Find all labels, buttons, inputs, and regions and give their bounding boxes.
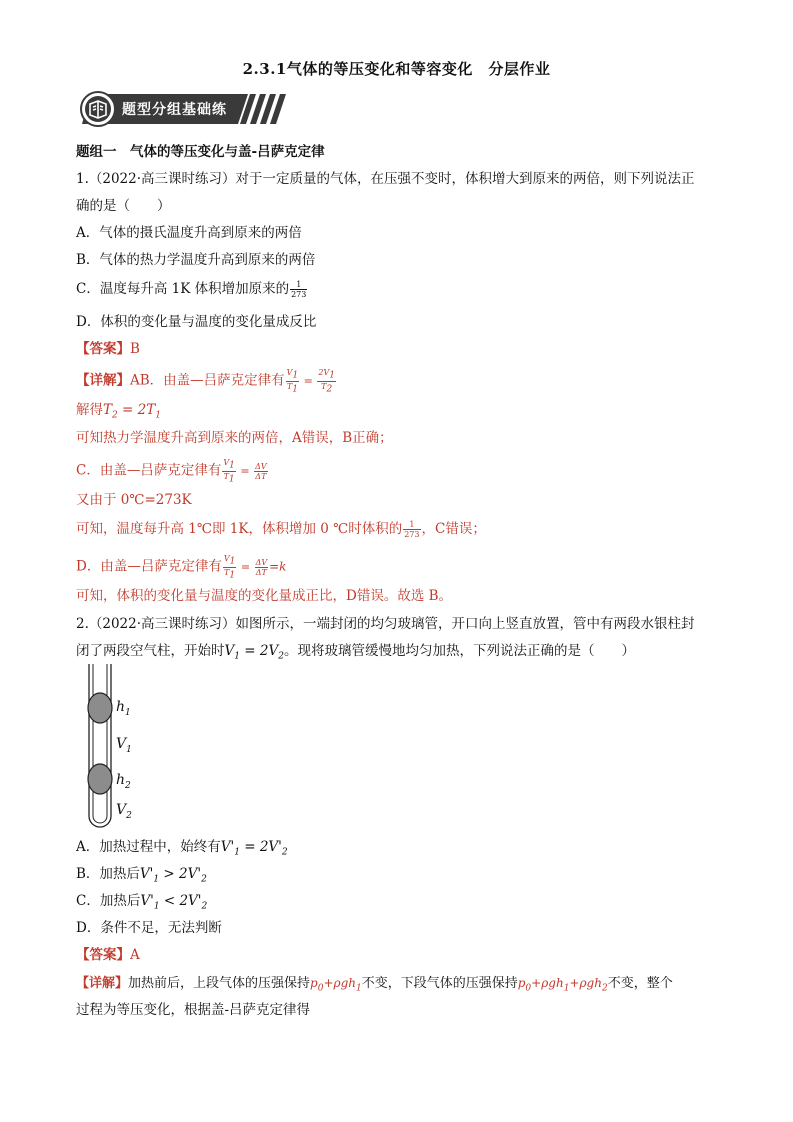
mercury-column-h1: [88, 693, 112, 723]
q1-also: 又由于 0℃=273K: [76, 492, 192, 508]
q2-stem-line1: 2.（2022·高三课时练习）如图所示，一端封闭的均匀玻璃管，开口向上竖直放置，管中有两段水银柱封: [76, 616, 695, 632]
q2-stem-suffix: 。现将玻璃管缓慢地均匀加热，下列说法正确的是（ ）: [283, 643, 635, 659]
label-h1: $h_1$: [116, 699, 131, 718]
detail-text-b: 不变，下段气体的压强保持: [361, 976, 518, 991]
detail-label: 【详解】: [76, 976, 129, 991]
formula-v1p-eq-2v2p: $V'_1 = 2V'_2$: [220, 839, 288, 858]
label-h2: $h_2$: [116, 772, 131, 791]
group-heading: 题组一 气体的等压变化与盖-吕萨克定律: [76, 144, 325, 160]
q1-option-b: B．气体的热力学温度升高到原来的两倍: [76, 252, 316, 268]
formula-dv-dt: $\frac{\Delta V}{\Delta T}$: [255, 461, 267, 481]
formula-2v1-t2: $\frac{2V_1}{T_2}$: [318, 368, 336, 395]
q2-option-c: [76, 892, 207, 916]
q1-answer: [76, 340, 140, 358]
formula-v1p-gt-2v2p: $V'_1 > 2V'_2$: [139, 866, 207, 885]
q2-option-d: D．条件不足，无法判断: [76, 920, 222, 936]
q1-detail-d: D．由盖—吕萨克定律有 $\frac{V_1}{T_1}$ = $\frac{\Delta V}{\Delta T}$ =k: [76, 554, 287, 581]
frac-den: 273: [291, 290, 307, 299]
detail-c-text: C．由盖—吕萨克定律有: [76, 462, 222, 479]
formula-v1-t1-d: $\frac{V_1}{T_1}$: [223, 554, 236, 581]
q1-option-c: [76, 280, 308, 299]
mercury-column-h2: [88, 764, 112, 794]
glass-tube-figure: [86, 664, 156, 830]
label-v1: $V_1$: [116, 736, 132, 755]
q2-option-c-text: C．加热后: [76, 893, 141, 909]
detail-label: 【详解】: [76, 372, 130, 389]
banner-label: 题型分组基础练: [122, 102, 227, 118]
conclusion-c-suffix: ，C错误；: [421, 521, 486, 537]
detail-text-c: 不变，整个: [607, 976, 673, 991]
section-banner: [78, 90, 288, 128]
q1-stem-line2: 确的是（ ）: [76, 198, 171, 214]
page-title: 2.3.1气体的等压变化和等容变化 分层作业: [242, 60, 551, 78]
formula-v1-t1-c: $\frac{V_1}{T_1}$: [223, 458, 235, 485]
q1-conclusion-c: [76, 520, 486, 539]
q1-conclusion-d: 可知，体积的变化量与温度的变化量成正比，D错误。故选 B。: [76, 588, 453, 604]
answer-value: B: [130, 341, 140, 357]
q2-stem-prefix: 闭了两段空气柱，开始时: [76, 643, 225, 659]
q1-conclusion-ab: 可知热力学温度升高到原来的两倍，A错误，B正确；: [76, 430, 393, 446]
detail-text-a: 加热前后，上段气体的压强保持: [128, 976, 311, 991]
q1-detail-c: C．由盖—吕萨克定律有 $\frac{V_1}{T_1}$ = $\frac{\Delta V}{\Delta T}$: [76, 458, 267, 485]
answer-value: A: [130, 947, 140, 963]
q2-detail-line1: [76, 974, 673, 997]
frac-num: 1: [290, 280, 307, 290]
q2-option-a: [76, 838, 288, 862]
formula-p0-rgh1-rgh2: $p_0+\rho gh_1+\rho gh_2$: [517, 976, 608, 994]
q1-detail-ab: 【详解】AB．由盖—吕萨克定律有 $\frac{V_1}{T_1}$ = $\frac{2V_1}{T_2}$: [76, 368, 336, 395]
q2-option-b: [76, 865, 207, 889]
formula-p0-rgh1: $p_0+\rho gh_1$: [310, 976, 362, 994]
formula-t2-eq-2t1: $T_2 = 2T_1$: [103, 402, 161, 421]
q1-stem-line1: 1.（2022·高三课时练习）对于一定质量的气体，在压强不变时，体积增大到原来的两倍，则下列说法正: [76, 171, 695, 187]
label-v2: $V_2$: [116, 802, 132, 821]
q2-stem-line2: [76, 642, 635, 666]
formula-v1-t1: $\frac{V_1}{T_1}$: [286, 368, 299, 395]
conclusion-c-prefix: 可知，温度每升高 1℃即 1K，体积增加 0 ℃时体积的: [76, 521, 403, 537]
solve-prefix: 解得: [76, 402, 103, 418]
q1-option-a: A．气体的摄氏温度升高到原来的两倍: [76, 225, 302, 241]
formula-dv-dt-d: $\frac{\Delta V}{\Delta T}$: [255, 557, 268, 577]
fraction-1-273: [290, 280, 307, 299]
answer-label: 【答案】: [76, 341, 130, 357]
q2-detail-line2: 过程为等压变化，根据盖-吕萨克定律得: [76, 1002, 311, 1018]
q1-option-c-text: C．温度每升高 1K 体积增加原来的: [76, 281, 290, 297]
q2-answer: [76, 946, 140, 964]
q2-option-b-text: B．加热后: [76, 866, 140, 882]
q1-option-d: D．体积的变化量与温度的变化量成反比: [76, 314, 317, 330]
formula-v1p-lt-2v2p: $V'_1 < 2V'_2$: [140, 893, 208, 912]
q1-solve: [76, 401, 161, 425]
detail-ab-text: AB．由盖—吕萨克定律有: [130, 372, 285, 389]
formula-v1-eq-2v2: $V_1 = 2V_2$: [224, 643, 284, 662]
q2-option-a-text: A．加热过程中，始终有: [76, 839, 221, 855]
fraction-1-273-c: $\frac{1}{273}$: [404, 520, 420, 539]
answer-label: 【答案】: [76, 947, 130, 963]
detail-d-text: D．由盖—吕萨克定律有: [76, 558, 222, 575]
